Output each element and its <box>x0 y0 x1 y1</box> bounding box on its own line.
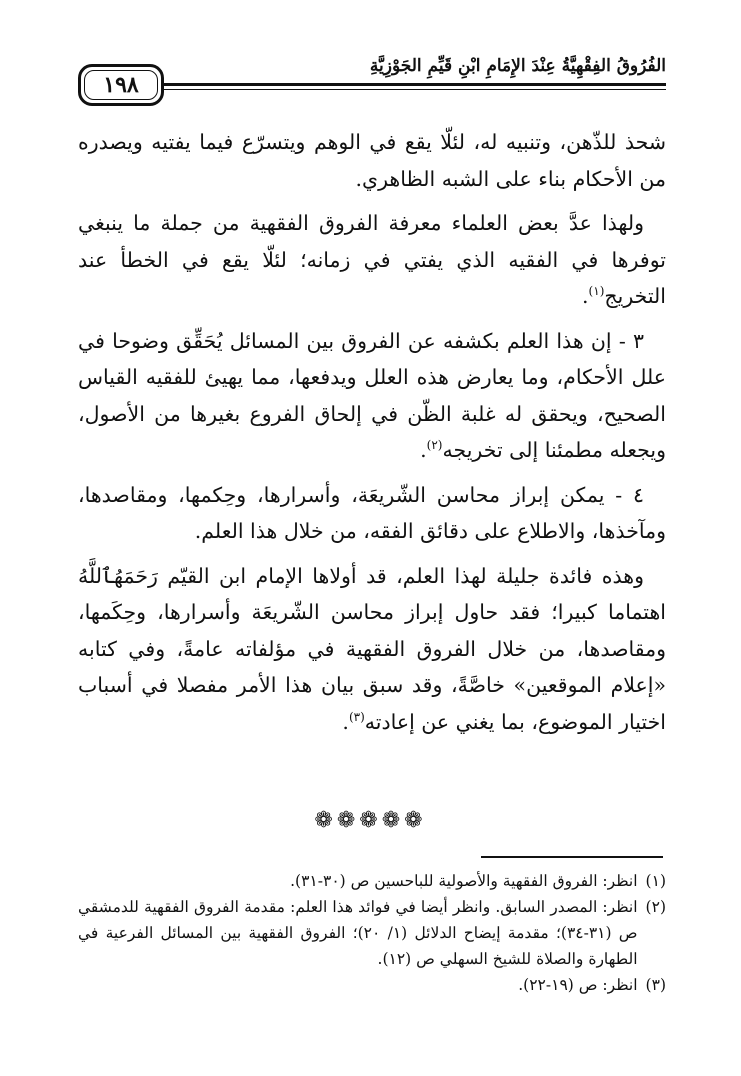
paragraph-1: شحذ للذّهن، وتنبيه له، لئلّا يقع في الوهم ويتسرّع فيما يفتيه ويصدره من الأحكام بناء على الشبه الظاهري. <box>78 130 666 191</box>
body-text <box>78 124 666 748</box>
paragraph-2: ولهذا عدَّ بعض العلماء معرفة الفروق الفقهية من جملة ما ينبغي توفرها في الفقيه الذي يفتي في زمانه؛ لئلّا يقع في الخطأ عند التخريج$^{(١)}$. <box>78 211 666 308</box>
footnote-1 <box>78 868 666 894</box>
page-header <box>78 52 666 112</box>
footnote-ref-1: (١) <box>588 284 605 299</box>
section-ornament: ❁❁❁❁❁ <box>314 808 427 833</box>
page-number: ١٩٨ <box>103 72 139 98</box>
footnote-number: (٣) <box>645 976 666 994</box>
header-rule-thick <box>164 83 666 86</box>
footnote-2 <box>78 894 666 972</box>
footnote-ref-2: (٢) <box>426 438 443 453</box>
footnote-text: انظر: الفروق الفقهية والأصولية للباحسين ص (٣٠-٣١). <box>290 872 638 890</box>
running-title: الفُرُوقُ الفِقْهِيَّةُ عِنْدَ الإِمَامِ ابْنِ قَيِّمِ الجَوْزِيَّةِ <box>369 56 666 76</box>
paragraph-3: ٣ - إن هذا العلم بكشفه عن الفروق بين المسائل يُحَقِّق وضوحا في علل الأحكام، وما يعارض هذه العلل ويدفعها، مما يهيئ للفقيه القياس الصحيح، ويحقق له غلبة الظّن في إلحاق الفروع بغيرها من الأصول، ويجعله مطمئنا إلى تخريجه$^{(٢)}$. <box>78 328 666 462</box>
footnote-ref-3: (٣) <box>348 709 365 724</box>
footnote-text: انظر: المصدر السابق. وانظر أيضا في فوائد هذا العلم: مقدمة الفروق الفقهية للدمشقي ص (٣١-٣٤)؛ مقدمة إيضاح الدلائل (١/ ٢٠)؛ الفروق الفقهية بين المسائل الفرعية في الطهارة والصلاة للشيخ السهلي ص (١٢). <box>78 898 638 968</box>
footnote-number: (١) <box>645 872 666 890</box>
paragraph-4: ٤ - يمكن إبراز محاسن الشّريعَة، وأسرارها، وحِكمها، ومقاصدها، ومآخذها، والاطلاع على دقائق الفقه، من خلال هذا العلم. <box>78 482 666 543</box>
footnote-number: (٢) <box>645 898 666 916</box>
footnotes <box>78 868 666 998</box>
footnote-3 <box>78 972 666 998</box>
paragraph-5: وهذه فائدة جليلة لهذا العلم، قد أولاها الإمام ابن القيّم رَحَمَهُٱللَّهُ اهتماما كبيرا؛ فقد حاول إبراز محاسن الشّريعَة وأسرارها، وحِكَمها، ومقاصدها، من خلال الفروق الفقهية في مؤلفاته عامةً، وفي كتابه «إعلام الموقعين» خاصَّةً، وقد سبق بيان هذا الأمر مفصلا في أسباب اختيار الموضوع، بما يغني عن إعادته$^{(٣)}$. <box>78 563 666 734</box>
footnote-divider <box>481 856 663 858</box>
footnote-text: انظر: ص (١٩-٢٢). <box>518 976 638 994</box>
page-number-frame <box>78 64 164 106</box>
header-rule-thin <box>164 89 666 90</box>
